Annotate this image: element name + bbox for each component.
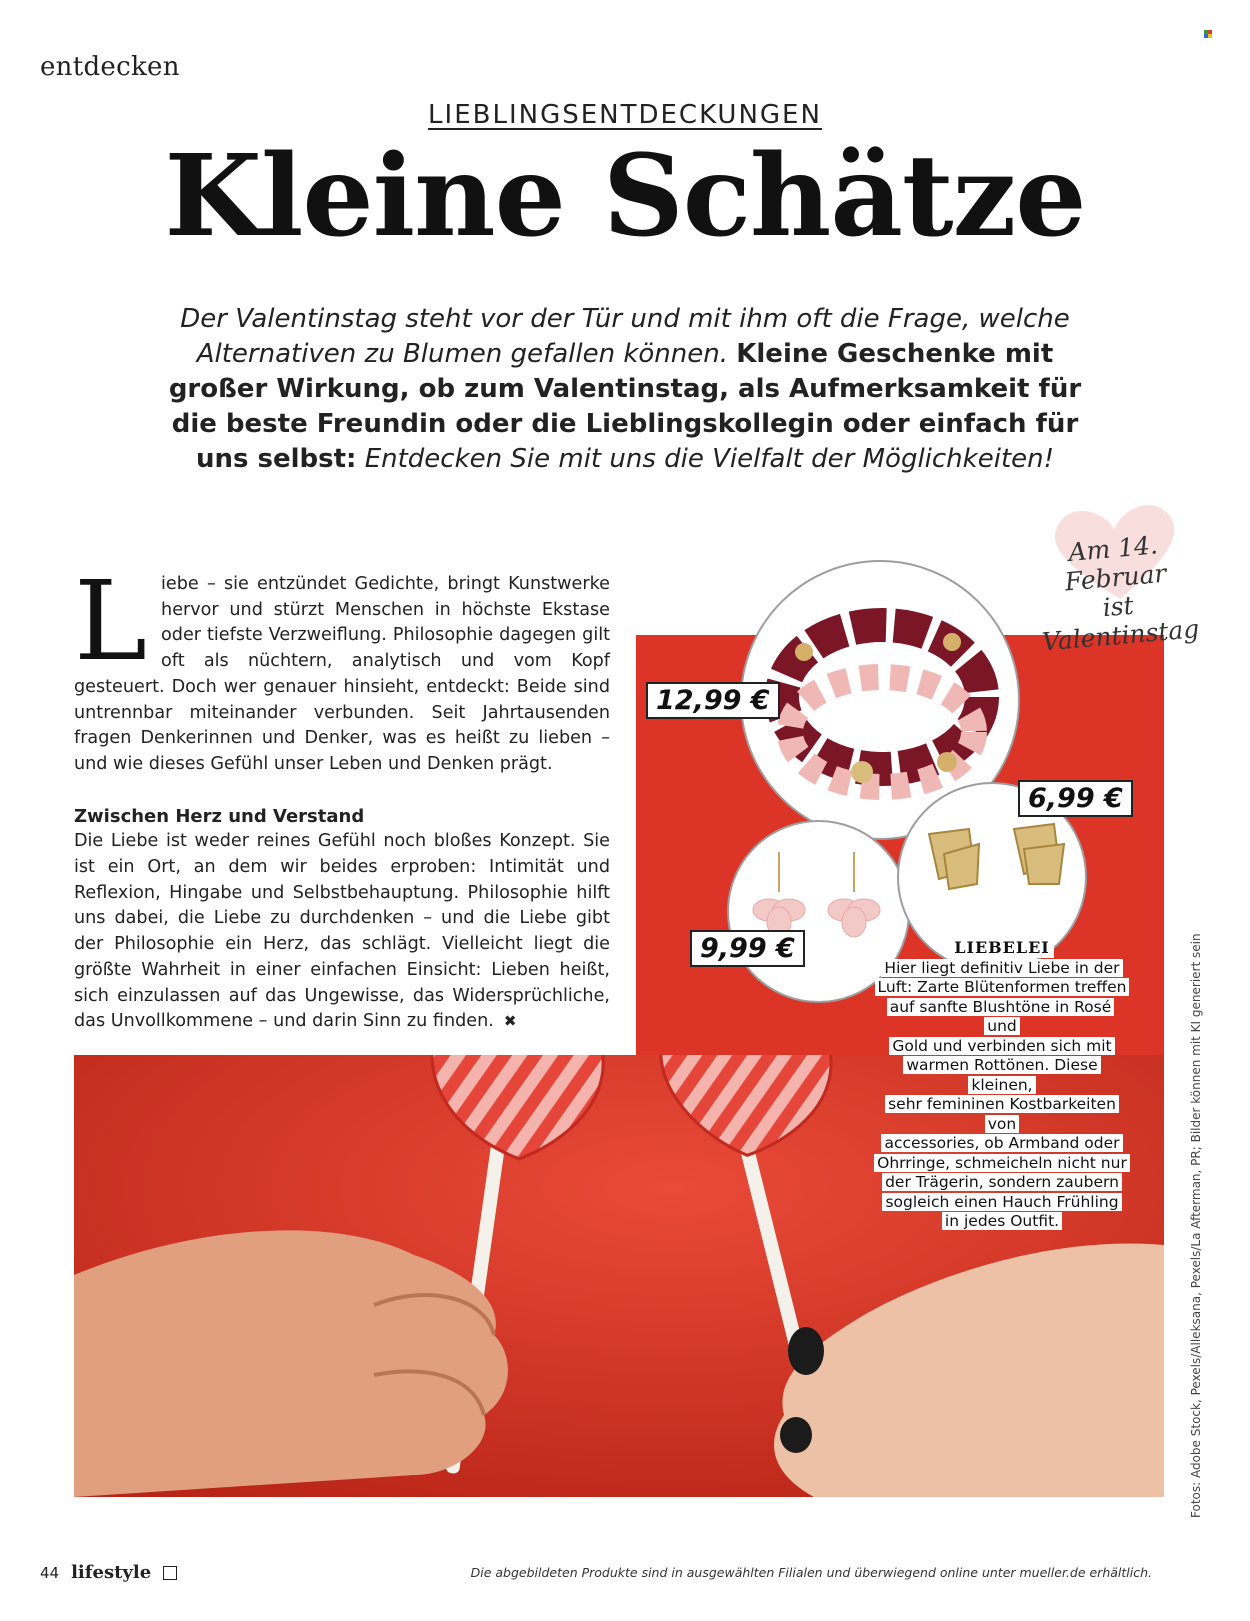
para1-text: iebe – sie entzündet Gedichte, bringt Kunstwerke hervor und stürzt Menschen in höchste Ekstase oder tiefste Verzweiflung. Philosophie dagegen gilt oft als nüchtern, analytisch und vom Kopf gesteuert. Doch wer genauer hinsieht, entdeckt: Beide sind untrennbar miteinander verbunden. Seit Jahrtausenden fragen Denkerinnen und Denker, was es heißt zu lieben – und wie dieses Gefühl unser Leben und Denken prägt. <box>74 574 610 774</box>
drop-cap: L <box>74 557 148 685</box>
intro-part2: Entdecken Sie mit uns die Vielfalt der Möglichkeiten! <box>356 444 1055 474</box>
product-info-line: Gold und verbinden sich mit <box>889 1037 1114 1055</box>
section-label: entdecken <box>40 52 180 82</box>
color-mark-icon <box>1204 30 1212 38</box>
nail <box>788 1327 824 1375</box>
article-subhead: Zwischen Herz und Verstand <box>74 805 365 827</box>
price-pink-earrings: 9,99 € <box>690 930 805 967</box>
gift-icon <box>163 1566 177 1580</box>
intro-bold: Kleine Geschenke mit großer Wirkung, ob zum Valentinstag, als Aufmerksamkeit für die beste Freundin oder die Lieblingskollegin oder einfach für uns selbst: <box>168 339 1082 474</box>
product-info-line: sogleich einen Hauch Frühling <box>882 1193 1121 1211</box>
nail <box>780 1417 812 1453</box>
price-gold-earrings: 6,99 € <box>1018 780 1133 817</box>
photo-credit: Fotos: Adobe Stock, Pexels/Alleksana, Pexels/La Afterman, PR; Bilder können mit KI generiert sein <box>1189 933 1203 1518</box>
intro-part1: Der Valentinstag steht vor der Tür und mit ihm oft die Frage, welche Alternativen zu Blumen gefallen können. <box>180 304 1070 369</box>
article <box>74 557 610 1035</box>
price-bracelet: 12,99 € <box>646 682 780 719</box>
para2-text: Die Liebe ist weder reines Gefühl noch bloßes Konzept. Sie ist ein Ort, an dem wir beides erproben: Intimität und Reflexion, Hingabe und Selbstbehauptung. Philosophie hilft uns dabei, die Liebe zu durchdenken – und die Liebe gibt der Philosophie ein Herz, das schlägt. Vielleicht liegt die größte Wahrheit in einer einfachen Einsicht: Lieben heißt, sich einzulassen auf das Ungewisse, das Widersprüchliche, das Unvollkommene – und darin Sinn zu finden. <box>74 831 610 1032</box>
product-info-title: LIEBELEI <box>950 938 1054 958</box>
product-info-line: Luft: Zarte Blütenformen treffen <box>875 978 1130 996</box>
product-info-line: accessories, ob Armband oder <box>881 1134 1122 1152</box>
page-number: 44 <box>40 1563 60 1582</box>
product-info-line: sehr femininen Kostbarkeiten von <box>885 1095 1119 1133</box>
product-info-line: in jedes Outfit. <box>942 1212 1062 1230</box>
end-mark-icon: ✖ <box>503 1012 517 1031</box>
footer-note: Die abgebildeten Produkte sind in ausgewählten Filialen und überwiegend online unter mueller.de erhältlich. <box>470 1565 1152 1580</box>
kicker-text: LIEBLINGSENTDECKUNGEN <box>428 100 822 130</box>
article-para-1 <box>74 557 610 778</box>
valentine-sticker <box>1017 526 1217 662</box>
magazine-brand: lifestyle <box>71 1562 152 1583</box>
product-info-line: der Trägerin, sondern zaubern <box>882 1173 1122 1191</box>
left-hand <box>74 1230 508 1497</box>
kicker <box>0 100 1250 130</box>
product-info-line: warmen Rottönen. Diese kleinen, <box>903 1056 1100 1094</box>
article-para-2 <box>74 829 610 1035</box>
product-info <box>872 938 1132 1232</box>
sticker-line-2: ist Valentinstag <box>1040 590 1201 657</box>
intro-text <box>150 302 1100 477</box>
page-footer <box>40 1562 177 1583</box>
product-info-line: Ohrringe, schmeicheln nicht nur <box>874 1154 1130 1172</box>
sticker-line-1: Am 14. Februar <box>1063 530 1168 597</box>
product-info-line: Hier liegt definitiv Liebe in der <box>881 959 1122 977</box>
product-info-line: auf sanfte Blushtöne in Rosé und <box>887 998 1115 1036</box>
page-title: Kleine Schätze <box>164 131 1086 262</box>
